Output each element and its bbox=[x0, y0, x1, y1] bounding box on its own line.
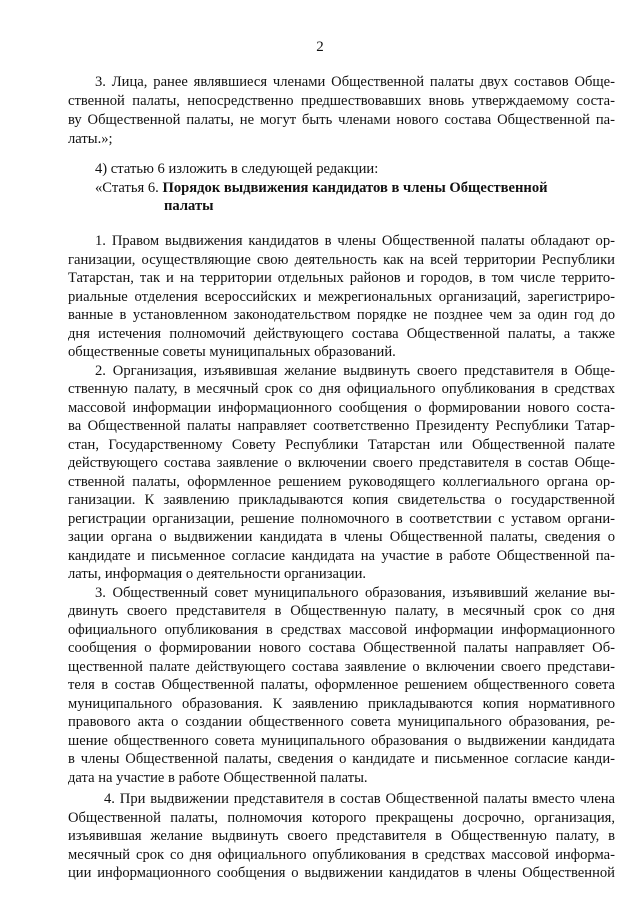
text-line: 3. Общественный совет муниципального образования, изъявивший желание вы- bbox=[95, 585, 615, 601]
text-line: массовой информации информационного сообщения о формировании нового соста- bbox=[68, 400, 615, 416]
text-line: ганизации, осуществляющие свою деятельность как на всей территории Республики bbox=[68, 252, 615, 268]
text-line: ственной палаты, непосредственно предшествовавших вновь утверждаемому соста- bbox=[68, 93, 615, 109]
text-line: дата на участие в работе Общественной палаты. bbox=[68, 770, 368, 786]
text-line: 2. Организация, изъявившая желание выдвинуть своего представителя в Обще- bbox=[95, 363, 615, 379]
text-line: 4. При выдвижении представителя в состав Общественной палаты вместо члена bbox=[104, 791, 615, 807]
text-line: ственной палаты, оформленное решением руководящего коллегиального органа ор- bbox=[68, 474, 615, 490]
text-line: латы, информация о деятельности организации. bbox=[68, 566, 367, 582]
text-line: Татарстан, так и на территории отдельных районов и городов, в том числе террито- bbox=[68, 270, 615, 286]
text-line: действующего состава заявление о включении своего представителя в состав Обще- bbox=[68, 455, 615, 471]
text-line: ву Общественной палаты, не могут быть членами нового состава Общественной па- bbox=[68, 112, 615, 128]
text-line: шение общественного совета муниципального образования о выдвижении кандидата bbox=[68, 733, 615, 749]
text-line: в члены Общественной палаты, сведения о кандидате и письменное согласие канди- bbox=[68, 751, 615, 767]
text-line: кандидате и письменное согласие кандидата на участие в работе Общественной па- bbox=[68, 548, 615, 564]
text-line: официального опубликования в средствах массовой информации информационного bbox=[68, 622, 615, 638]
text-line: ганизации. К заявлению прикладываются копия свидетельства о государственной bbox=[68, 492, 615, 508]
text-line: правового акта о создании общественного совета муниципального образования, ре- bbox=[68, 714, 615, 730]
text-line: ванные в установленном законодательством порядке не позднее чем за один год до bbox=[68, 307, 615, 323]
article-number: «Статья 6. bbox=[95, 180, 159, 196]
text-line: муниципального образования. К заявлению прикладываются копия нормативного bbox=[68, 696, 615, 712]
text-line: двинуть своего представителя в Общественную палату, в месячный срок со дня bbox=[68, 603, 615, 619]
text-line: ции информационного сообщения о выдвижении кандидатов в члены Общественной bbox=[68, 865, 615, 881]
text-line: теля в состав Общественной палаты, оформленное решением общественного совета bbox=[68, 677, 615, 693]
text-line: Общественной палаты, полномочия которого прекращены досрочно, организация, bbox=[68, 810, 615, 826]
text-line: стан, Государственному Совету Республики Татарстан или Общественной палате bbox=[68, 437, 615, 453]
text-line: риальные отделения всероссийских и межрегиональных организаций, зарегистриро- bbox=[68, 289, 615, 305]
text-line: дня истечения полномочий действующего состава Общественной палаты, а также bbox=[68, 326, 615, 342]
text-line: изъявившая желание выдвинуть своего представителя в Общественную палату, в bbox=[68, 828, 615, 844]
article-heading bbox=[95, 179, 585, 197]
text-line: регистрации организации, решение полномочного в соответствии с уставом органи- bbox=[68, 511, 615, 527]
article-title-cont: палаты bbox=[164, 198, 214, 214]
text-line: месячный срок со дня официального опубликования в средствах массовой информа- bbox=[68, 847, 615, 863]
text-line: латы.»; bbox=[68, 131, 113, 147]
text-line: щественной палате действующего состава заявление о включении своего представи- bbox=[68, 659, 615, 675]
text-line: 3. Лица, ранее являвшиеся членами Общественной палаты двух составов Обще- bbox=[95, 74, 615, 90]
text-line: ва Общественной палаты направляет соответственно Президенту Республики Татар- bbox=[68, 418, 615, 434]
text-line: 4) статью 6 изложить в следующей редакции: bbox=[95, 161, 379, 177]
article-title: Порядок выдвижения кандидатов в члены Общественной bbox=[162, 180, 548, 196]
text-line: общественные советы муниципальных образований. bbox=[68, 344, 396, 360]
text-line: сообщения о формировании нового состава Общественной палаты направляет Об- bbox=[68, 640, 615, 656]
page-number: 2 bbox=[316, 39, 324, 55]
text-line: зации органа о выдвижении кандидата в члены Общественной палаты, сведения о bbox=[68, 529, 615, 545]
text-line: ственную палату, в месячный срок со дня официального опубликования в средствах bbox=[68, 381, 615, 397]
text-line: 1. Правом выдвижения кандидатов в члены Общественной палаты обладают ор- bbox=[95, 233, 615, 249]
